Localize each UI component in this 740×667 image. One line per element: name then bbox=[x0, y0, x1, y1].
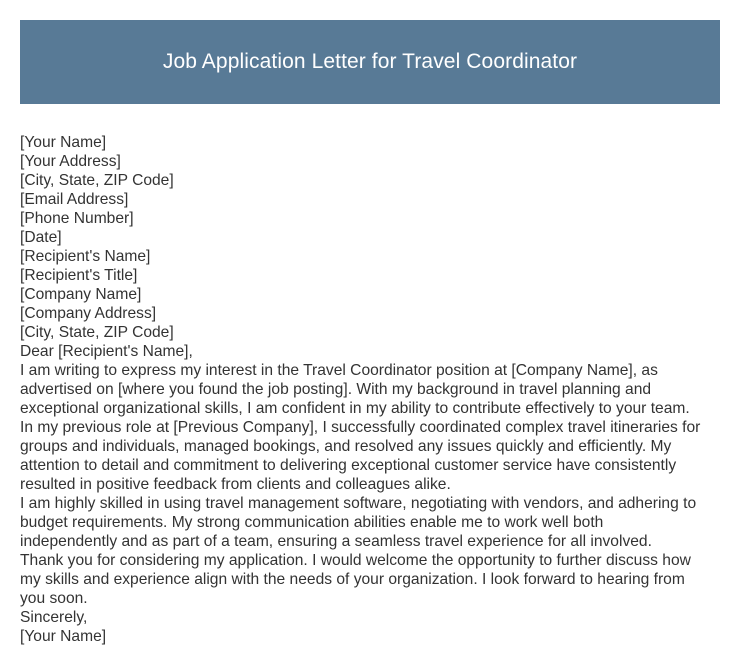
recipient-title: [Recipient's Title] bbox=[20, 267, 138, 284]
paragraph-interest bbox=[20, 361, 722, 418]
paragraph-line: exceptional organizational skills, I am confident in my ability to contribute effectively to your team. bbox=[20, 400, 690, 417]
signature-name: [Your Name] bbox=[20, 628, 107, 645]
paragraph-line: you soon. bbox=[20, 590, 88, 607]
page-title: Job Application Letter for Travel Coordinator bbox=[162, 50, 578, 73]
sender-phone: [Phone Number] bbox=[20, 210, 134, 227]
recipient-city-state-zip: [City, State, ZIP Code] bbox=[20, 324, 174, 341]
paragraph-line: groups and individuals, managed bookings, and resolved any issues quickly and efficiently. My bbox=[20, 438, 672, 455]
letter-header-banner bbox=[20, 20, 720, 104]
paragraph-line: attention to detail and commitment to delivering exceptional customer service have consistently bbox=[20, 457, 677, 474]
letter-date: [Date] bbox=[20, 229, 62, 246]
sender-name: [Your Name] bbox=[20, 134, 107, 151]
paragraph-line: resulted in positive feedback from clients and colleagues alike. bbox=[20, 476, 451, 493]
recipient-address: [Company Address] bbox=[20, 305, 157, 322]
sender-email: [Email Address] bbox=[20, 191, 129, 208]
sender-city-state-zip: [City, State, ZIP Code] bbox=[20, 172, 174, 189]
paragraph-line: my skills and experience align with the needs of your organization. I look forward to hearing from bbox=[20, 571, 685, 588]
paragraph-line: In my previous role at [Previous Company], I successfully coordinated complex travel itineraries for bbox=[20, 419, 701, 436]
paragraph-line: independently and as part of a team, ensuring a seamless travel experience for all involved. bbox=[20, 533, 652, 550]
salutation: Dear [Recipient's Name], bbox=[20, 343, 193, 360]
paragraph-experience bbox=[20, 418, 722, 494]
paragraph-thanks bbox=[20, 551, 722, 608]
paragraph-skills bbox=[20, 494, 722, 551]
paragraph-line: I am writing to express my interest in the Travel Coordinator position at [Company Name], as bbox=[20, 362, 658, 379]
paragraph-line: I am highly skilled in using travel management software, negotiating with vendors, and adhering to bbox=[20, 495, 697, 512]
paragraph-line: Thank you for considering my application. I would welcome the opportunity to further discuss how bbox=[20, 552, 691, 569]
recipient-name: [Recipient's Name] bbox=[20, 248, 151, 265]
letter-body bbox=[20, 133, 722, 646]
sender-address: [Your Address] bbox=[20, 153, 121, 170]
paragraph-line: advertised on [where you found the job posting]. With my background in travel planning and bbox=[20, 381, 652, 398]
paragraph-line: budget requirements. My strong communication abilities enable me to work well both bbox=[20, 514, 604, 531]
recipient-company: [Company Name] bbox=[20, 286, 142, 303]
closing: Sincerely, bbox=[20, 609, 88, 626]
